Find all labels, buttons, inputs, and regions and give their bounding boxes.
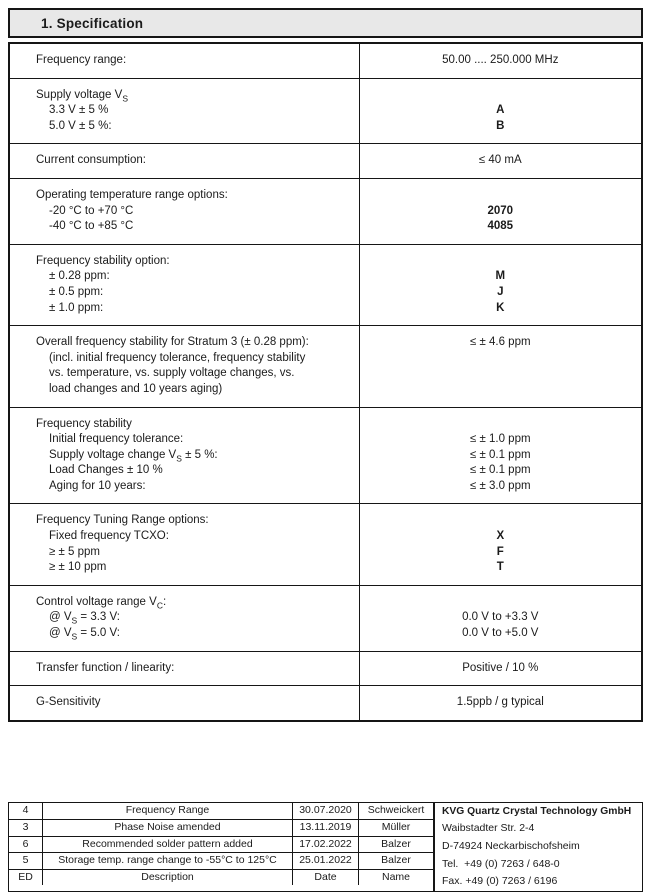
spec-value-line: J bbox=[497, 285, 504, 298]
spec-label-text: 5.0 V ± 5 %: bbox=[49, 119, 112, 132]
spec-value-line bbox=[366, 417, 635, 433]
spec-label-subscript: S bbox=[122, 92, 128, 103]
spec-label-line bbox=[36, 301, 351, 317]
revision-name-cell: Name bbox=[381, 870, 410, 883]
spec-value-cell bbox=[360, 245, 641, 325]
spec-value-line: ≤ ± 4.6 ppm bbox=[469, 336, 531, 349]
spec-label-cell bbox=[10, 652, 360, 686]
spec-label-cell bbox=[10, 79, 360, 144]
spec-value-line bbox=[366, 382, 635, 398]
spec-label-cell bbox=[10, 44, 360, 78]
spec-label-line bbox=[36, 153, 351, 169]
spec-label-text: Control voltage range V bbox=[36, 595, 157, 608]
spec-row bbox=[10, 585, 641, 651]
spec-value-cell bbox=[360, 144, 641, 178]
spec-label-line bbox=[36, 335, 351, 351]
company-city: D-74924 Neckarbischofsheim bbox=[442, 840, 580, 852]
revision-name-cell: Balzer bbox=[381, 854, 411, 867]
spec-value-line: 1.5ppb / g typical bbox=[456, 696, 544, 709]
spec-label-text: Supply voltage V bbox=[36, 88, 123, 101]
spec-label-line bbox=[36, 545, 351, 561]
revision-row bbox=[9, 803, 433, 820]
spec-value-line bbox=[366, 254, 635, 270]
spec-label-cell bbox=[10, 144, 360, 178]
revision-description-cell: Frequency Range bbox=[43, 803, 293, 820]
spec-label-text: Frequency stability option: bbox=[36, 254, 170, 267]
spec-value-line: 2070 bbox=[487, 204, 514, 217]
spec-label-cell bbox=[10, 179, 360, 244]
revision-row bbox=[9, 836, 433, 853]
spec-label-text-post: : bbox=[162, 595, 167, 608]
revision-description-cell: Description bbox=[43, 870, 293, 886]
spec-label-text: G-Sensitivity bbox=[36, 696, 101, 709]
spec-value-cell bbox=[360, 408, 641, 504]
spec-label-line bbox=[36, 513, 351, 529]
spec-value-line: 0.0 V to +5.0 V bbox=[462, 627, 539, 640]
spec-value-line bbox=[366, 351, 635, 367]
spec-label-text: Frequency range: bbox=[36, 54, 127, 66]
spec-value-line: B bbox=[496, 119, 505, 132]
spec-label-cell bbox=[10, 326, 360, 406]
spec-label-text: Fixed frequency TCXO: bbox=[49, 530, 169, 543]
spec-label-text: ≥ ± 10 ppm bbox=[49, 561, 107, 574]
spec-label-line bbox=[36, 53, 351, 69]
spec-label-text: (incl. initial frequency tolerance, frequency stability bbox=[49, 351, 306, 364]
company-info-cell bbox=[433, 803, 642, 891]
spec-label-text: ± 0.5 ppm: bbox=[49, 285, 104, 298]
revision-description-cell: Recommended solder pattern added bbox=[43, 837, 293, 853]
spec-label-line bbox=[36, 463, 351, 479]
revision-ed-cell: 3 bbox=[9, 820, 43, 836]
spec-row bbox=[10, 685, 641, 720]
spec-label-line bbox=[36, 479, 351, 495]
revision-date-cell: 13.11.2019 bbox=[293, 820, 359, 836]
revision-table bbox=[8, 802, 643, 892]
spec-label-text: 3.3 V ± 5 % bbox=[49, 104, 109, 117]
spec-label-line bbox=[36, 204, 351, 220]
spec-label-text: vs. temperature, vs. supply voltage changes, vs. bbox=[49, 367, 295, 380]
spec-label-text-post: = 5.0 V: bbox=[77, 627, 120, 640]
spec-value-line bbox=[366, 366, 635, 382]
spec-value-cell bbox=[360, 586, 641, 651]
spec-label-text: Supply voltage change V bbox=[49, 448, 177, 461]
spec-label-line bbox=[36, 103, 351, 119]
spec-label-line bbox=[36, 448, 351, 464]
revision-section bbox=[8, 802, 643, 892]
spec-row bbox=[10, 325, 641, 406]
company-phone: Tel. +49 (0) 7263 / 648-0 bbox=[442, 857, 560, 870]
company-fax: Fax. +49 (0) 7263 / 6196 bbox=[442, 875, 558, 888]
spec-label-line bbox=[36, 560, 351, 576]
spec-value-line: ≤ 40 mA bbox=[478, 154, 522, 167]
spec-label-text: ≥ ± 5 ppm bbox=[49, 545, 100, 558]
spec-label-line bbox=[36, 695, 351, 711]
spec-value-line: 4085 bbox=[487, 220, 514, 233]
spec-value-line: M bbox=[495, 270, 506, 283]
revision-description-cell: Phase Noise amended bbox=[43, 820, 293, 836]
spec-label-text-post: = 3.3 V: bbox=[77, 611, 120, 624]
spec-label-cell bbox=[10, 504, 360, 584]
spec-label-subscript: S bbox=[176, 452, 182, 463]
spec-label-line bbox=[36, 88, 351, 104]
spec-label-text: -40 °C to +85 °C bbox=[49, 220, 134, 233]
revision-ed-cell: 6 bbox=[9, 837, 43, 853]
spec-value-line: ≤ ± 0.1 ppm bbox=[469, 448, 531, 461]
revision-name-cell: Müller bbox=[381, 821, 411, 834]
spec-label-line bbox=[36, 626, 351, 642]
spec-label-line bbox=[36, 269, 351, 285]
spec-row bbox=[10, 44, 641, 78]
spec-value-line bbox=[366, 88, 635, 104]
spec-label-text: ± 0.28 ppm: bbox=[49, 270, 110, 283]
revision-description-cell: Storage temp. range change to -55°C to 125°C bbox=[43, 853, 293, 869]
spec-value-cell bbox=[360, 504, 641, 584]
spec-value-line bbox=[366, 595, 635, 611]
spec-row bbox=[10, 143, 641, 178]
section-header bbox=[8, 8, 643, 38]
revision-row bbox=[9, 869, 433, 886]
spec-value-line: Positive / 10 % bbox=[462, 661, 539, 674]
spec-row bbox=[10, 178, 641, 244]
revision-ed-cell: 5 bbox=[9, 853, 43, 869]
spec-label-cell bbox=[10, 686, 360, 720]
spec-label-line bbox=[36, 351, 351, 367]
spec-value-line: 50.00 .... 250.000 MHz bbox=[442, 54, 559, 66]
revision-ed-cell: 4 bbox=[9, 803, 43, 820]
spec-label-line bbox=[36, 610, 351, 626]
spec-label-text: Overall frequency stability for Stratum 3 (± 0.28 ppm): bbox=[36, 336, 309, 349]
spec-label-line bbox=[36, 417, 351, 433]
company-name: KVG Quartz Crystal Technology GmbH bbox=[442, 805, 632, 817]
spec-value-cell bbox=[360, 44, 641, 78]
spec-value-line: ≤ ± 1.0 ppm bbox=[469, 433, 531, 446]
spec-value-line: K bbox=[496, 301, 505, 314]
company-street: Waibstadter Str. 2-4 bbox=[442, 822, 535, 835]
spec-label-line bbox=[36, 285, 351, 301]
spec-label-text: ± 1.0 ppm: bbox=[49, 301, 104, 314]
spec-label-line bbox=[36, 529, 351, 545]
spec-label-cell bbox=[10, 586, 360, 651]
spec-label-text: @ V bbox=[49, 611, 72, 624]
spec-row bbox=[10, 244, 641, 325]
spec-label-text: Transfer function / linearity: bbox=[36, 661, 175, 674]
spec-value-cell bbox=[360, 686, 641, 720]
spec-row bbox=[10, 651, 641, 686]
spec-value-line: F bbox=[496, 545, 504, 558]
revision-date-cell: 17.02.2022 bbox=[293, 837, 359, 853]
spec-label-text: Initial frequency tolerance: bbox=[49, 433, 184, 446]
spec-value-line bbox=[366, 513, 635, 529]
spec-value-line: A bbox=[496, 104, 505, 117]
spec-value-line: 0.0 V to +3.3 V bbox=[462, 611, 539, 624]
spec-value-line: ≤ ± 3.0 ppm bbox=[469, 479, 531, 492]
section-title: 1. Specification bbox=[41, 15, 144, 31]
revision-date-cell: Date bbox=[293, 870, 359, 886]
spec-label-text: @ V bbox=[49, 627, 72, 640]
revision-row bbox=[9, 819, 433, 836]
spec-row bbox=[10, 503, 641, 584]
spec-label-line bbox=[36, 366, 351, 382]
spec-value-line: X bbox=[496, 530, 505, 543]
revision-date-cell: 25.01.2022 bbox=[293, 853, 359, 869]
spec-label-line bbox=[36, 432, 351, 448]
spec-label-line bbox=[36, 595, 351, 611]
document-page bbox=[8, 8, 643, 892]
spec-value-cell bbox=[360, 652, 641, 686]
spec-label-text: Operating temperature range options: bbox=[36, 188, 228, 201]
spec-label-line bbox=[36, 119, 351, 135]
spec-label-text: -20 °C to +70 °C bbox=[49, 204, 134, 217]
spec-label-line bbox=[36, 188, 351, 204]
revision-date-cell: 30.07.2020 bbox=[293, 803, 359, 820]
spec-value-line: T bbox=[496, 561, 504, 574]
spec-label-line bbox=[36, 661, 351, 677]
specification-table bbox=[8, 42, 643, 722]
spec-label-subscript: S bbox=[71, 615, 78, 626]
spec-label-text: Frequency stability bbox=[36, 417, 132, 430]
revision-ed-cell: ED bbox=[9, 870, 43, 886]
spec-row bbox=[10, 78, 641, 144]
spec-label-text: Current consumption: bbox=[36, 154, 146, 167]
spec-label-text: Load Changes ± 10 % bbox=[49, 464, 163, 477]
spec-value-cell bbox=[360, 326, 641, 406]
spec-label-line bbox=[36, 254, 351, 270]
spec-value-line: ≤ ± 0.1 ppm bbox=[469, 464, 531, 477]
spec-label-cell bbox=[10, 245, 360, 325]
spec-label-text: Aging for 10 years: bbox=[49, 479, 146, 492]
spec-label-line bbox=[36, 382, 351, 398]
spec-value-cell bbox=[360, 179, 641, 244]
spec-value-line bbox=[366, 188, 635, 204]
spec-label-cell bbox=[10, 408, 360, 504]
spec-label-line bbox=[36, 219, 351, 235]
revision-rows bbox=[9, 803, 433, 891]
spec-label-text: Frequency Tuning Range options: bbox=[36, 514, 209, 527]
spec-label-subscript: S bbox=[71, 631, 78, 642]
revision-row bbox=[9, 852, 433, 869]
spec-label-text-post: ± 5 %: bbox=[181, 448, 218, 461]
revision-name-cell: Balzer bbox=[381, 837, 411, 850]
spec-value-cell bbox=[360, 79, 641, 144]
spec-row bbox=[10, 407, 641, 504]
spec-label-subscript: C bbox=[156, 600, 163, 611]
revision-name-cell: Schweickert bbox=[367, 803, 425, 816]
spec-label-text: load changes and 10 years aging) bbox=[49, 382, 223, 395]
